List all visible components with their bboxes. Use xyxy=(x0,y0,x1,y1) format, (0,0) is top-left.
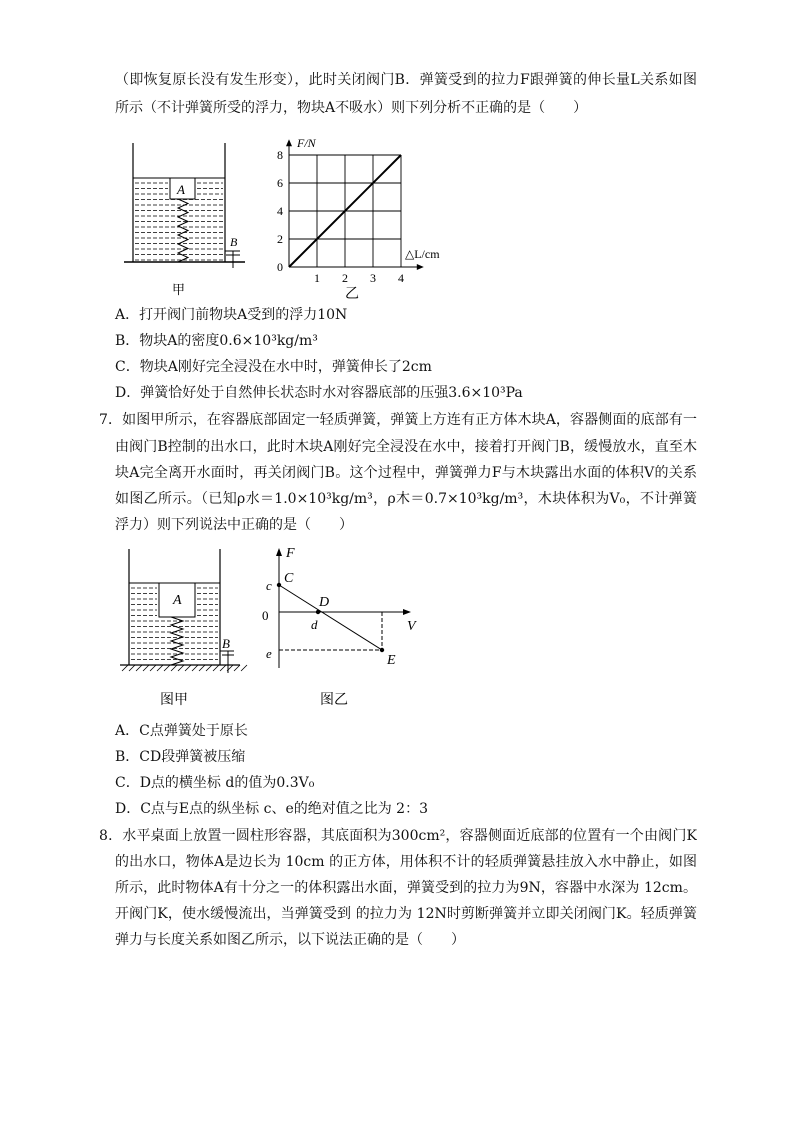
question-7-text-line: 块A完全离开水面时，再关闭阀门B。这个过程中，弹簧弹力F与木块露出水面的体积V的关系 xyxy=(115,465,697,481)
question-7-text-line: 由阀门B控制的出水口，此时木块A刚好完全浸没在水中，接着打开阀门B，缓慢放水，直至木 xyxy=(115,439,697,455)
option-d[interactable]: D．C点与E点的纵坐标 c、e的绝对值之比为 2：3 xyxy=(115,801,428,817)
y-axis-label: F/N xyxy=(297,136,316,151)
axis-value-label: c xyxy=(266,578,272,593)
x-axis-label: V xyxy=(407,619,416,634)
question-8-text-line: 水平桌面上放置一圆柱形容器，其底面积为300cm²，容器侧面近底部的位置有一个由阀门K xyxy=(122,828,697,844)
option-a[interactable]: A．打开阀门前物块A受到的浮力10N xyxy=(115,307,348,323)
option-c[interactable]: C．物块A刚好完全浸没在水中时，弹簧伸长了2cm xyxy=(115,359,432,375)
point-label: C xyxy=(284,571,294,586)
option-d[interactable]: D．弹簧恰好处于自然伸长状态时水对容器底部的压强3.6×10³Pa xyxy=(115,385,523,401)
figure-caption-tuyi: 图乙 xyxy=(320,693,348,708)
container-figure-tujia xyxy=(120,549,247,673)
option-b[interactable]: B．CD段弹簧被压缩 xyxy=(115,749,246,765)
question-8-text-line: 所示，此时物体A有十分之一的体积露出水面，弹簧受到的拉力为9N，容器中水深为 12cm。 xyxy=(115,880,697,896)
question-8-first-line xyxy=(99,827,697,845)
question-8-text-line: 弹力与长度关系如图乙所示，以下说法正确的是（ ） xyxy=(115,932,465,948)
valve-b-label: B xyxy=(230,235,238,249)
data-point xyxy=(316,610,320,614)
question-7-text-line: 如图乙所示。（已知ρ水＝1.0×10³kg/m³，ρ木＝0.7×10³kg/m³，木块体积为V₀，不计弹簧 xyxy=(115,491,697,507)
x-axis-label: △L/cm xyxy=(405,247,440,261)
y-tick-label: 8 xyxy=(277,148,283,162)
question-7-text-line: 如图甲所示，在容器底部固定一轻质弹簧，弹簧上方连有正方体木块A，容器侧面的底部有一 xyxy=(122,412,697,428)
question-8-number: 8． xyxy=(99,828,123,844)
option-b[interactable]: B．物块A的密度0.6×10³kg/m³ xyxy=(115,333,318,349)
y-axis-arrow-icon xyxy=(276,548,282,556)
data-point xyxy=(277,583,281,587)
data-line xyxy=(279,585,382,650)
block-a-label: A xyxy=(173,593,182,608)
figure-caption-yi: 乙 xyxy=(345,287,359,302)
point-label: E xyxy=(387,653,396,668)
question-6-text-line: （即恢复原长没有发生形变），此时关闭阀门B．弹簧受到的拉力F跟弹簧的伸长量L关系如图 xyxy=(115,72,697,88)
force-volume-chart xyxy=(262,546,417,668)
x-tick-label: 4 xyxy=(398,271,404,285)
figure-caption-tujia: 图甲 xyxy=(160,693,188,708)
y-tick-label: 4 xyxy=(277,204,283,218)
origin-label: 0 xyxy=(277,260,283,274)
x-tick-label: 1 xyxy=(314,271,320,285)
question-7-number: 7． xyxy=(99,412,123,428)
valve-b-label: B xyxy=(222,636,230,651)
question-8-text-line: 的出水口，物体A是边长为 10cm 的正方体，用体积不计的轻质弹簧悬挂放入水中静止，如图 xyxy=(115,854,697,870)
figure-caption-jia: 甲 xyxy=(172,282,186,297)
data-point xyxy=(380,648,384,652)
axis-value-label: d xyxy=(311,617,318,632)
option-c[interactable]: C．D点的横坐标 d的值为0.3V₀ xyxy=(115,775,315,791)
origin-label: 0 xyxy=(262,608,269,623)
block-a-label: A xyxy=(177,182,185,197)
x-tick-label: 3 xyxy=(370,271,376,285)
y-tick-label: 2 xyxy=(277,232,283,246)
y-tick-label: 6 xyxy=(277,176,283,190)
x-tick-label: 2 xyxy=(342,271,348,285)
question-8-text-line: 开阀门K，使水缓慢流出，当弹簧受到 的拉力为 12N时剪断弹簧并立即关闭阀门K。轻质弹簧 xyxy=(115,906,697,922)
question-6-text-line: 所示（不计弹簧所受的浮力，物块A不吸水）则下列分析不正确的是（ ） xyxy=(115,100,588,116)
point-label: D xyxy=(319,595,330,610)
option-a[interactable]: A．C点弹簧处于原长 xyxy=(115,723,248,739)
x-axis-arrow-icon xyxy=(403,609,411,615)
question-7-text-line: 浮力）则下列说法中正确的是（ ） xyxy=(115,517,353,533)
y-axis-label: F xyxy=(286,546,295,561)
axis-value-label: e xyxy=(266,646,272,661)
